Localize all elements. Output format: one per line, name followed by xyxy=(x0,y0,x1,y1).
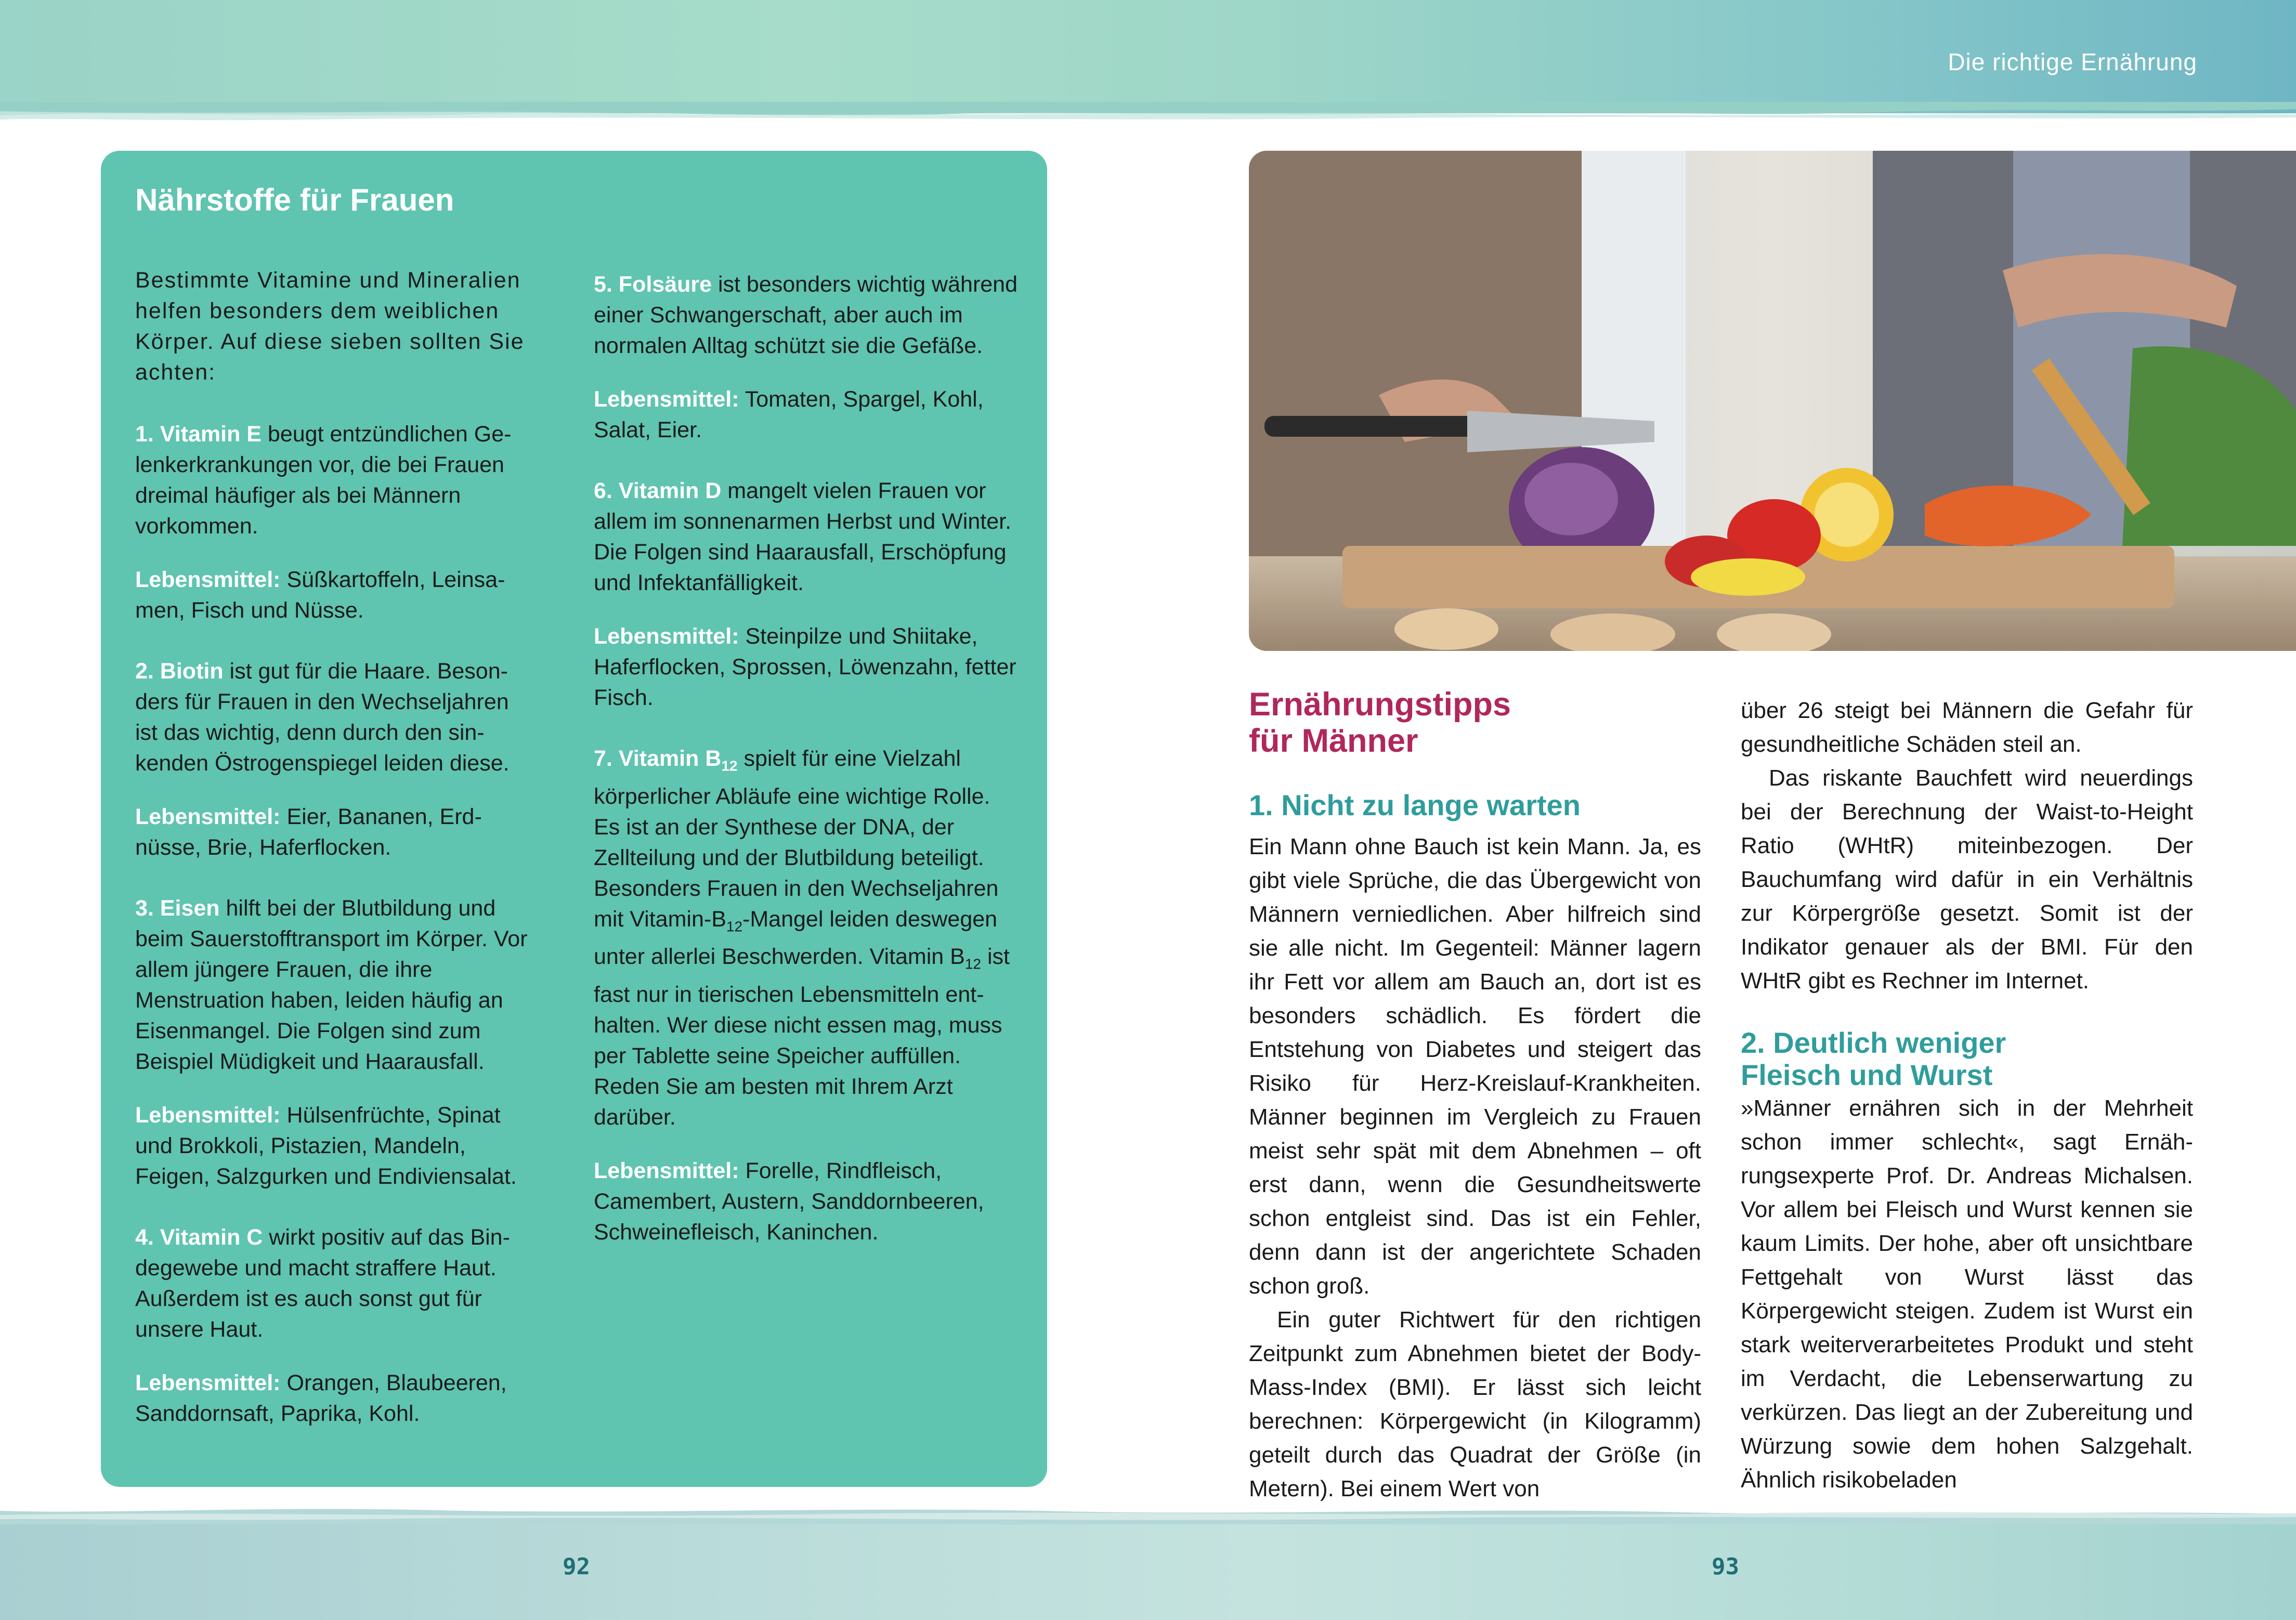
nutrient-text: hilft bei der Blutbildung und beim Sauerstofftransport im Körper. Vor allem jüngere Frauen, die ihre Menstruation haben, leiden häufig an Eisenmangel. Die Folgen sind zum Beispiel Müdigkeit und Haarausfall. xyxy=(135,896,528,1074)
infobox-column-right xyxy=(594,151,1020,1278)
paragraph: Ein Mann ohne Bauch ist kein Mann. Ja, es gibt viele Sprüche, die das Übergewicht von Männern verniedlichen. Aber hilfreich sind sie alle nicht. Im Gegenteil: Männer lagern ihr Fett vor allem am Bauch an, dort ist es besonders schädlich. Es fördert die Entstehung von Diabetes und steigert das Risiko für Herz-Kreislauf-Krankheiten. Männer beginnen im Vergleich zu Frauen meist sehr spät mit dem Abnehmen – oft erst dann, wenn die Gesundheitswerte schon entgleist sind. Das ist ein Fehler, denn dann ist der angerichtete Schaden schon groß. xyxy=(1249,834,1701,1299)
nutrient-label: 6. Vitamin D xyxy=(594,478,722,503)
food-text: Orangen, Blaubeeren, Sanddornsaft, Paprika, Kohl. xyxy=(135,1370,507,1426)
nutrient-text: spielt für eine Vielzahl körperlicher Abläufe eine wichtige Rolle. Es ist an der Synthese der DNA, der Zellteilung und der Blutbildung beteiligt. Besonders Frauen in den Wechseljahren mit Vitamin-B xyxy=(594,746,999,932)
running-head: Die richtige Ernährung xyxy=(1948,48,2197,75)
section-heading-1: 1. Nicht zu lange warten xyxy=(1249,789,1581,821)
nutrient-text: mangelt vielen Frauen vor allem im sonnenarmen Herbst und Winter. Die Folgen sind Haarausfall, Erschöpfung und Infektanfälligkeit. xyxy=(594,478,1012,595)
nutrient-label: 4. Vitamin C xyxy=(135,1225,263,1250)
nutrient-text: ist gut für die Haare. Besonders für Frauen in den Wechseljahren ist das wichtig, denn durch den sinkenden Östrogenspiegel leiden diese. xyxy=(135,659,510,776)
paragraph: Ein guter Richtwert für den richtigen Zeitpunkt zum Abnehmen bietet der Body-Mass-Index (BMI). Er lässt sich leicht berechnen: Körpergewicht (in Kilogramm) geteilt durch das Quadrat der Größe (in Metern). Bei einem Wert von xyxy=(1249,1307,1701,1501)
nutrient-label: 1. Vitamin E xyxy=(135,422,262,447)
nutrient-item xyxy=(594,476,1020,598)
nutrients-infobox xyxy=(101,151,1047,1487)
section-heading-line: 2. Deutlich weniger xyxy=(1741,1026,2006,1059)
cooking-photo xyxy=(1249,151,2296,651)
nutrient-item xyxy=(135,893,530,1077)
footer-brush-edge xyxy=(0,1504,2296,1524)
nutrient-text: beugt entzündlichen Gelenkerkrankungen vor, die bei Frauen dreimal häufiger als bei Männern vorkommen. xyxy=(135,422,512,539)
food-text: Forelle, Rindfleisch, Camembert, Austern, Sanddornbeeren, Schweinefleisch, Kaninchen. xyxy=(594,1158,984,1245)
food-label: Lebensmittel: xyxy=(135,567,281,592)
paragraph: über 26 steigt bei Männern die Gefahr für gesundheitliche Schäden steil an. xyxy=(1741,698,2193,757)
subscript: 12 xyxy=(721,757,738,774)
section-heading-line: Fleisch und Wurst xyxy=(1741,1059,1993,1091)
section-heading-2 xyxy=(1741,1027,2193,1091)
food-line xyxy=(135,565,530,626)
nutrient-item xyxy=(594,269,1020,361)
paragraph: Das riskante Bauchfett wird neuerdings bei der Berechnung der Waist-to-Height Ratio (WHtR) miteinbezogen. Der Bauchumfang wird dafür in ein Verhältnis zur Körpergröße gesetzt. Somit ist der Indikator genauer als der BMI. Für den WHtR gibt es Rechner im Internet. xyxy=(1741,765,2193,994)
nutrient-label: 5. Folsäure xyxy=(594,272,712,297)
article-title-line: Ernährungstipps xyxy=(1249,686,1511,723)
nutrient-text: -Mangel leiden deswegen unter allerlei Beschwerden. Vitamin B xyxy=(594,906,998,970)
food-line xyxy=(135,802,530,863)
food-line xyxy=(594,621,1020,713)
subscript: 12 xyxy=(964,956,982,972)
nutrient-item xyxy=(135,656,530,779)
nutrient-label: 3. Eisen xyxy=(135,896,220,921)
cooking-photo-illustration xyxy=(1249,151,2296,651)
food-text: Hülsenfrüchte, Spinat und Brokkoli, Pistazien, Mandeln, Feigen, Salzgurken und Endiviensalat. xyxy=(135,1103,517,1189)
infobox-column-left xyxy=(135,151,530,1459)
food-line xyxy=(135,1100,530,1192)
header-brush-edge xyxy=(0,102,2296,123)
food-line xyxy=(135,1368,530,1429)
food-label: Lebensmittel: xyxy=(135,804,281,829)
infobox-intro: Bestimmte Vitamine und Mineralien helfen besonders dem weiblichen Körper. Auf diese sieben sollten Sie achten: xyxy=(135,268,525,385)
article-title-line: für Männer xyxy=(1249,723,1418,759)
article-column-left xyxy=(1249,830,1701,1506)
nutrient-label: 2. Biotin xyxy=(135,659,224,684)
page-number-left: 92 xyxy=(563,1553,590,1580)
paragraph: »Männer ernähren sich in der Mehrheit schon immer schlecht«, sagt Ernährungsexperte Prof. Dr. Andreas Michalsen. Vor allem bei Fleisch und Wurst kennen sie kaum Limits. Der hohe, aber oft unsichtbare Fettgehalt von Wurst lässt das Körpergewicht steigen. Zudem ist Wurst ein stark weiterverarbeitetes Produkt und steht im Verdacht, die Lebenserwartung zu verkürzen. Das liegt an der Zubereitung und Würzung sowie dem hohen Salzgehalt. Ähnlich risikobeladen xyxy=(1741,1095,2193,1493)
nutrient-text: wirkt positiv auf das Bindegewebe und macht straffere Haut. Außerdem ist es auch sonst gut für unsere Haut. xyxy=(135,1225,510,1342)
food-label: Lebensmittel: xyxy=(594,387,739,412)
subscript: 12 xyxy=(726,918,743,935)
food-line xyxy=(594,384,1020,446)
nutrient-label xyxy=(594,746,738,774)
article-column-right xyxy=(1741,694,2193,1497)
food-text: Steinpilze und Shiitake, Haferflocken, Sprossen, Löwenzahn, fetter Fisch. xyxy=(594,624,1016,710)
article-title xyxy=(1249,686,1511,759)
footer-band xyxy=(0,1514,2296,1620)
nutrient-label-text: 7. Vitamin B xyxy=(594,746,722,771)
nutrient-text: ist besonders wichtig während einer Schwangerschaft, aber auch im normalen Alltag schützt sie die Gefäße. xyxy=(594,272,1018,358)
nutrient-item xyxy=(135,419,530,542)
food-line xyxy=(594,1156,1020,1248)
nutrient-text: ist fast nur in tierischen Lebensmitteln enthalten. Wer diese nicht essen mag, muss per Tablette seine Speicher auffüllen. Reden Sie am besten mit Ihrem Arzt darüber. xyxy=(594,944,1010,1130)
food-label: Lebensmittel: xyxy=(135,1103,281,1128)
food-text: Süßkartoffeln, Leinsamen, Fisch und Nüsse. xyxy=(135,567,505,623)
nutrient-item xyxy=(135,1222,530,1345)
food-label: Lebensmittel: xyxy=(594,1158,739,1183)
page-number-right: 93 xyxy=(1712,1553,1739,1580)
food-text: Eier, Bananen, Erdnüsse, Brie, Haferflocken. xyxy=(135,804,482,860)
food-label: Lebensmittel: xyxy=(135,1370,281,1395)
food-label: Lebensmittel: xyxy=(594,624,739,649)
food-text: Tomaten, Spargel, Kohl, Salat, Eier. xyxy=(594,387,984,442)
nutrient-item xyxy=(594,743,1020,1133)
infobox-title: Nährstoffe für Frauen xyxy=(135,182,454,217)
